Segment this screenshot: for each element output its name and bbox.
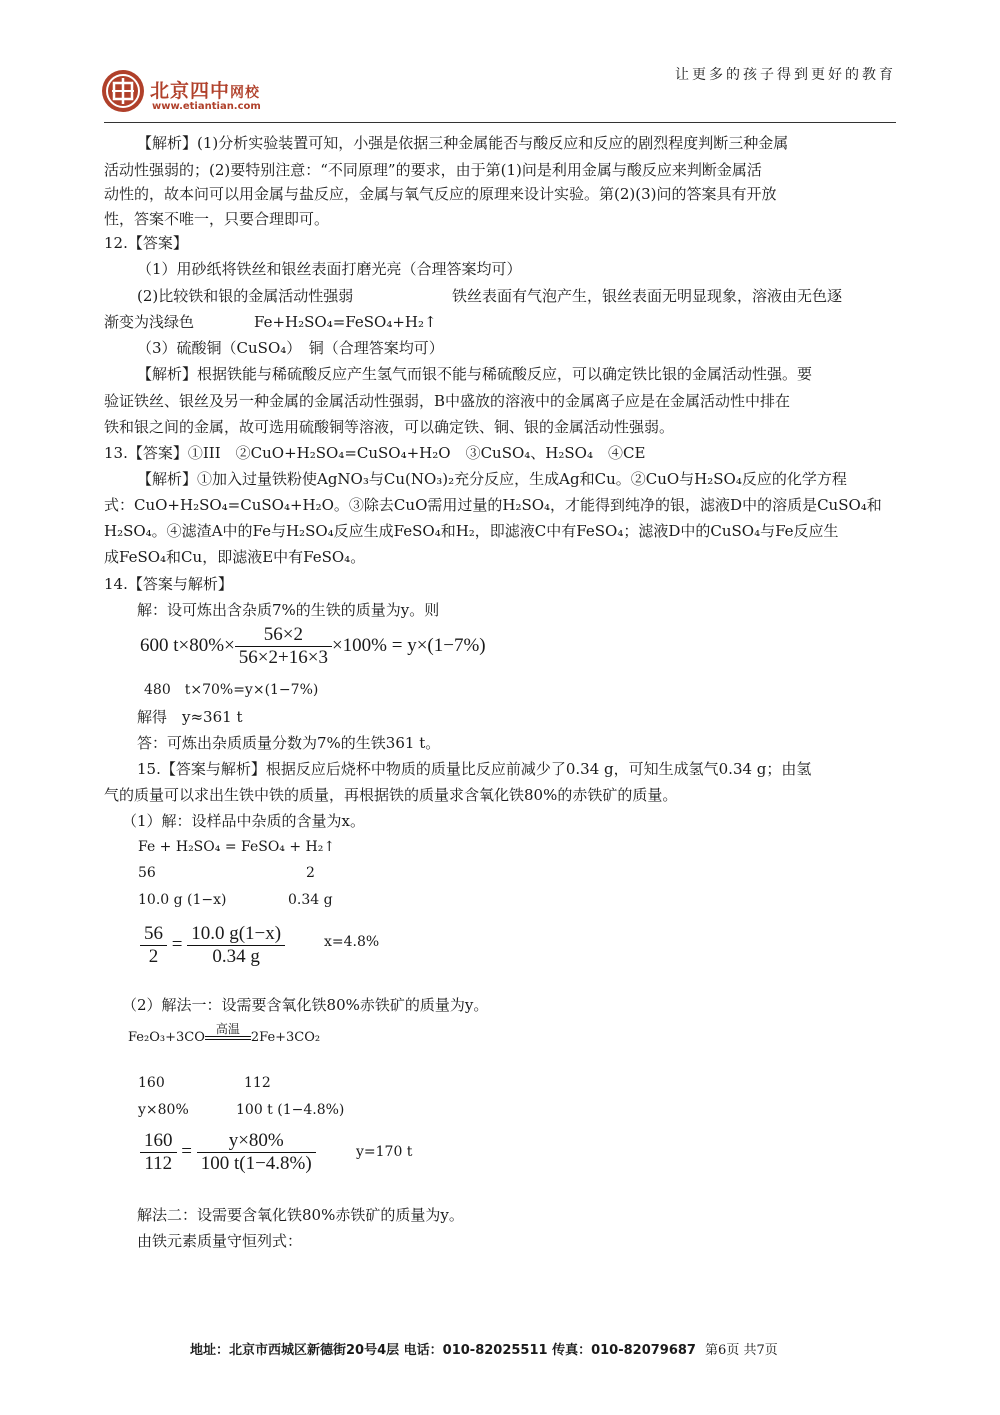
text-line: 0.34 g (288, 892, 333, 908)
text-line: 铁和银之间的金属，故可选用硫酸铜等溶液，可以确定铁、铜、银的金属活动性强弱。 (104, 418, 675, 436)
text-line: 160 (138, 1075, 165, 1091)
text-line: （1）用砂纸将铁丝和银丝表面打磨光亮（合理答案均可） (137, 260, 522, 278)
section-heading-14: 14.【答案与解析】 (104, 575, 233, 593)
eq1-right: ×100% = y×(1−7%) (331, 634, 486, 656)
text-line: y×80% (138, 1102, 189, 1118)
condition-arrow (205, 1021, 251, 1045)
reaction-equation (128, 1021, 321, 1048)
section-heading-12: 12.【答案】 (104, 234, 188, 252)
products: 2Fe+3CO₂ (250, 1030, 321, 1045)
text-line: 10.0 g (1−x) (138, 892, 227, 908)
school-logo-icon (100, 68, 146, 114)
reactants: Fe₂O₃+3CO (128, 1030, 205, 1045)
equation-3 (140, 1130, 316, 1175)
text-line: 解：设可炼出含杂质7%的生铁的质量为y。则 (137, 601, 440, 619)
section-heading-13: 13.【答案】①III ②CuO+H₂SO₄=CuSO₄+H₂O ③CuSO₄、H₂SO₄ ④CE (104, 444, 646, 462)
eq2-denominator-left: 2 (148, 946, 159, 967)
brand-url: www.etiantian.com (152, 101, 261, 112)
equation-2 (140, 923, 285, 968)
text-line: 2 (306, 865, 315, 881)
text-line: 验证铁丝、银丝及另一种金属的金属活动性强弱，B中盛放的溶液中的金属离子应是在金属活动性中排在 (104, 392, 791, 410)
text-line: H₂SO₄。④滤渣A中的Fe与H₂SO₄反应生成FeSO₄和H₂，即滤液C中有FeSO₄；滤液D中的CuSO₄与Fe反应生 (104, 522, 839, 540)
header-rule (104, 122, 896, 123)
brand-title: 北京四中 (150, 80, 231, 102)
text-line: y=170 t (356, 1144, 413, 1160)
eq1-left: 600 t×80%× (140, 634, 235, 656)
equals-sign: = (181, 1140, 192, 1162)
eq2-numerator-left: 56 (140, 923, 167, 946)
eq3-denominator-left: 112 (144, 1153, 173, 1174)
eq2-fraction-left (140, 923, 167, 968)
eq3-fraction-left (140, 1130, 177, 1175)
equation-1 (140, 624, 486, 669)
text-line: 性，答案不唯一，只要合理即可。 (104, 210, 330, 228)
page-number: 第6页 共7页 (705, 1343, 778, 1358)
equation-text: Fe+H₂SO₄=FeSO₄+H₂↑ (254, 313, 437, 331)
equation-text: Fe + H₂SO₄ = FeSO₄ + H₂↑ (138, 839, 336, 855)
text-line: 解得 y≈361 t (137, 708, 243, 726)
text-line: x=4.8% (324, 934, 380, 950)
eq1-fraction (235, 624, 332, 669)
text-line: 【解析】根据铁能与稀硫酸反应产生氢气而银不能与稀硫酸反应，可以确定铁比银的金属活动性强。要 (137, 365, 813, 383)
text-line: 112 (244, 1075, 271, 1091)
text-line: 成FeSO₄和Cu，即滤液E中有FeSO₄。 (104, 548, 366, 566)
text-line: 【解析】①加入过量铁粉使AgNO₃与Cu(NO₃)₂充分反应，生成Ag和Cu。②CuO与H₂SO₄反应的化学方程 (137, 470, 847, 488)
text-line: 解法二：设需要含氧化铁80%赤铁矿的质量为y。 (137, 1206, 464, 1224)
text-line: （3）硫酸铜（CuSO₄） 铜（合理答案均可） (137, 339, 444, 357)
text-line: 式：CuO+H₂SO₄=CuSO₄+H₂O。③除去CuO需用过量的H₂SO₄，才能得到纯净的银，滤液D中的溶质是CuSO₄和 (104, 496, 882, 514)
text-line: （2）解法一：设需要含氧化铁80%赤铁矿的质量为y。 (122, 996, 489, 1014)
text-line: 100 t (1−4.8%) (236, 1102, 345, 1118)
eq1-denominator: 56×2+16×3 (238, 647, 328, 668)
condition-label: 高温 (215, 1021, 240, 1036)
eq2-fraction-right (187, 923, 285, 968)
equals-sign: = (171, 933, 183, 955)
eq3-numerator-left: 160 (140, 1130, 177, 1153)
text-line: 【解析】(1)分析实验装置可知，小强是依据三种金属能否与酸反应和反应的剧烈程度判断三种金属 (137, 134, 789, 152)
text-line: 由铁元素质量守恒列式： (137, 1232, 303, 1250)
footer-address: 地址：北京市西城区新德街20号4层 电话：010-82025511 传真：010-82079687 (190, 1343, 696, 1358)
text-line: 56 (138, 865, 156, 881)
text-line: 气的质量可以求出生铁中铁的质量，再根据铁的质量求含氧化铁80%的赤铁矿的质量。 (104, 786, 678, 804)
text-line: （1）解：设样品中杂质的含量为x。 (122, 812, 366, 830)
text-line: 活动性强弱的；(2)要特别注意：“不同原理”的要求，由于第(1)问是利用金属与酸反应来判断金属活 (104, 161, 762, 179)
text-line: 480 t×70%=y×(1−7%) (144, 682, 319, 698)
eq2-denominator-right: 0.34 g (212, 946, 260, 967)
eq1-numerator: 56×2 (235, 624, 332, 647)
eq3-denominator-right: 100 t(1−4.8%) (200, 1153, 312, 1174)
page-footer (190, 1339, 778, 1358)
text-line: 动性的，故本问可以用金属与盐反应，金属与氧气反应的原理来设计实验。第(2)(3)问的答案具有开放 (104, 185, 777, 203)
slogan: 让更多的孩子得到更好的教育 (675, 67, 896, 83)
brand-name (150, 76, 260, 103)
brand-subtitle: 网校 (230, 85, 261, 101)
section-heading-15: 15.【答案与解析】根据反应后烧杯中物质的质量比反应前减少了0.34 g，可知生成氢气0.34 g；由氢 (137, 760, 812, 778)
eq3-fraction-right (197, 1130, 316, 1175)
text-line: 渐变为浅绿色 (104, 313, 195, 331)
eq3-numerator-right: y×80% (197, 1130, 316, 1153)
text-line: 答：可炼出杂质质量分数为7%的生铁361 t。 (137, 734, 441, 752)
text-line: (2)比较铁和银的金属活动性强弱 (137, 287, 354, 305)
eq2-numerator-right: 10.0 g(1−x) (187, 923, 285, 946)
text-line: 铁丝表面有气泡产生，银丝表面无明显现象，溶液由无色逐 (452, 287, 843, 305)
